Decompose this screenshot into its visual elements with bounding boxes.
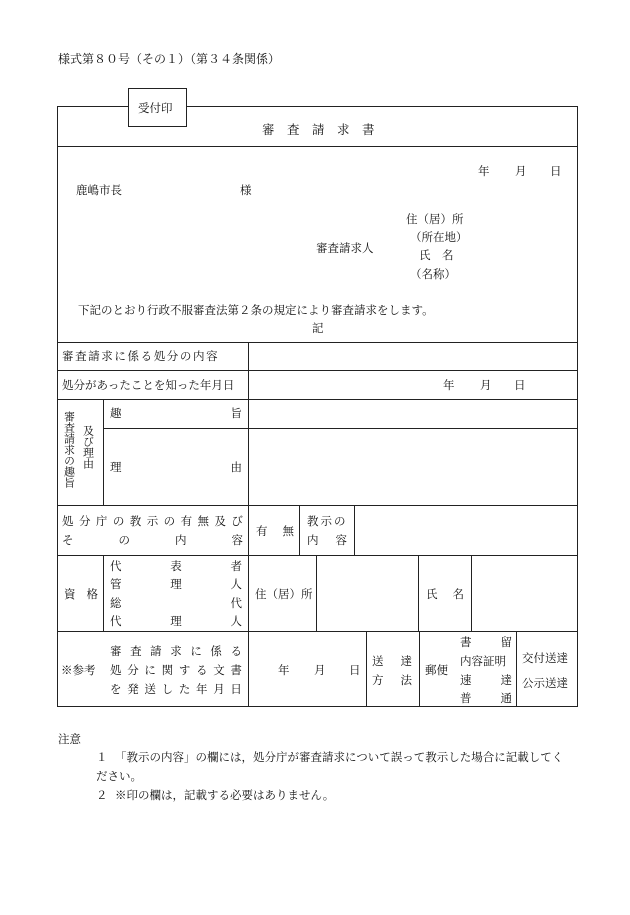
send-date-day: 日 (349, 663, 361, 677)
instruction-char: 及 (214, 514, 226, 528)
qual-char: 総 (110, 596, 122, 610)
requester-title: （名称） (410, 267, 456, 281)
send-date-char: 日 (230, 682, 242, 696)
receipt-stamp-label: 受付印 (138, 101, 173, 115)
qual-char: 管 (110, 577, 122, 591)
notes-heading: 注意 (58, 732, 81, 746)
postal-char: 通 (500, 691, 512, 705)
qual-char: 人 (230, 614, 242, 628)
send-date-char: 求 (170, 644, 182, 658)
name-char: 名 (452, 587, 464, 601)
instruction-char: の (163, 514, 176, 528)
send-date-char: 年 (196, 682, 208, 696)
postal-label: 郵便 (425, 663, 448, 677)
instruction-label-line1 (62, 513, 243, 529)
instruction-content-char: 内 (307, 533, 319, 547)
note-2-number: ２ (96, 788, 108, 802)
send-date-month: 月 (314, 663, 326, 677)
purpose-group-sublabel: 及び理由 (81, 425, 95, 469)
instruction-char: 無 (197, 514, 209, 528)
send-date-char: に (144, 663, 156, 677)
reason-char-2: 由 (230, 460, 242, 474)
postal-char: 留 (500, 635, 512, 649)
name-char: 氏 (426, 587, 438, 601)
instruction-char: 内 (175, 533, 187, 547)
delivery-method-label-1 (372, 653, 412, 669)
postal-char: 書 (460, 635, 472, 649)
postal-option-certified: 内容証明 (460, 654, 506, 668)
send-date-char: し (161, 682, 174, 696)
purpose-group-label: 審査請求の趣旨 (62, 411, 76, 488)
delivery-char: 達 (400, 654, 412, 668)
known-date-month: 月 (480, 378, 492, 392)
honorific: 様 (240, 183, 252, 197)
known-date-day: 日 (514, 378, 526, 392)
send-date-char: 審 (110, 644, 122, 658)
note-1-number: １ (96, 750, 108, 764)
purpose-label (110, 405, 242, 421)
addressee: 鹿嶋市長 (76, 183, 122, 197)
instruction-char: そ (62, 533, 74, 547)
postal-option-express (460, 672, 512, 688)
instruction-content-char: 容 (335, 533, 347, 547)
note-2-text: ※印の欄は，記載する必要はありません。 (115, 788, 335, 802)
send-date-char: に (190, 644, 202, 658)
instruction-char: の (112, 514, 125, 528)
qualification-option-agent (110, 613, 242, 629)
instruction-content-label-2 (307, 532, 347, 548)
instruction-char: び (231, 514, 243, 528)
instruction-char: 分 (78, 514, 91, 528)
send-date-char: 月 (213, 682, 225, 696)
send-date-char: 係 (210, 644, 222, 658)
qual-char: 代 (110, 614, 122, 628)
send-date-char: 送 (144, 682, 156, 696)
purpose-char-1: 趣 (110, 406, 122, 420)
note-1-text: 「教示の内容」の欄には，処分庁が審査請求について誤って教示した場合に記載してく (115, 750, 564, 764)
qualification-name-label (426, 586, 464, 602)
send-date-line2 (110, 662, 242, 678)
qual-char: 者 (230, 559, 242, 573)
header-date-day: 日 (550, 164, 562, 178)
send-date-char: る (230, 644, 242, 658)
send-date-char: 処 (110, 663, 122, 677)
header-date-month: 月 (515, 164, 527, 178)
requester-label: 審査請求人 (316, 241, 374, 255)
send-date-char: 関 (161, 663, 174, 677)
postal-char: 達 (500, 673, 512, 687)
instruction-char: 示 (146, 514, 159, 528)
instruction-char: の (118, 533, 130, 547)
delivery-by-notice: 公示送達 (522, 676, 568, 690)
send-date-char: を (110, 682, 122, 696)
delivery-method-label-2 (372, 672, 412, 688)
postal-char: 普 (460, 691, 472, 705)
qual-char: 表 (170, 559, 182, 573)
delivery-by-hand: 交付送達 (522, 651, 568, 665)
qualification-address-label: 住（居）所 (255, 587, 313, 601)
qualification-label (64, 586, 98, 602)
qual-char: 人 (230, 577, 242, 591)
purpose-char-2: 旨 (230, 406, 242, 420)
requester-address: 住（居）所 (406, 212, 464, 226)
reference-label: ※参考 (61, 663, 96, 677)
instruction-char: 処 (62, 514, 74, 528)
instruction-content-label: 教示の (307, 514, 348, 528)
send-date-char: 文 (213, 663, 225, 677)
send-date-year: 年 (278, 663, 290, 677)
form-title: 審 査 請 求 書 (262, 122, 375, 137)
send-date-line3 (110, 681, 242, 697)
instruction-char: 容 (231, 533, 243, 547)
send-date-char: 書 (230, 663, 242, 677)
postal-option-ordinary (460, 690, 512, 706)
qualification-option-manager (110, 576, 242, 592)
ki-mark: 記 (312, 321, 324, 335)
qualification-char: 格 (86, 587, 98, 601)
qual-char: 代 (230, 596, 242, 610)
instruction-label-line2 (62, 532, 243, 548)
requester-location: （所在地） (410, 230, 468, 244)
send-date-line1 (110, 643, 242, 659)
instruction-char: 庁 (95, 514, 108, 528)
send-date-char: 請 (150, 644, 162, 658)
header-date-year: 年 (478, 164, 490, 178)
known-date-label: 処分があったことを知った年月日 (62, 378, 235, 392)
qual-char: 理 (170, 614, 182, 628)
requester-name: 氏 名 (419, 248, 454, 262)
qualification-option-general-rep (110, 595, 242, 611)
presence-label (256, 523, 294, 539)
presence-yes: 有 (256, 524, 268, 538)
send-date-char: る (196, 663, 208, 677)
postal-option-registered (460, 634, 512, 650)
reason-label (110, 459, 242, 475)
send-date-char: 分 (127, 663, 139, 677)
delivery-char: 送 (372, 654, 384, 668)
delivery-char: 方 (372, 673, 384, 687)
instruction-char: 教 (129, 514, 142, 528)
note-1-text-cont: ださい。 (96, 769, 142, 783)
send-date-char: た (178, 682, 191, 696)
body-text: 下記のとおり行政不服審査法第２条の規定により審査請求をします。 (78, 303, 434, 317)
instruction-char: 有 (180, 514, 193, 528)
send-date-char: 査 (130, 644, 142, 658)
known-date-year: 年 (443, 378, 455, 392)
send-date-char: 発 (127, 682, 139, 696)
disposition-content-label: 審査請求に係る処分の内容 (62, 349, 220, 363)
qual-char: 理 (170, 577, 182, 591)
presence-no: 無 (282, 524, 294, 538)
qualification-option-representative (110, 558, 242, 574)
reason-char-1: 理 (110, 460, 122, 474)
send-date-char: す (178, 663, 191, 677)
postal-char: 速 (460, 673, 472, 687)
form-number: 様式第８０号（その１）（第３４条関係） (58, 52, 281, 66)
qualification-char: 資 (64, 587, 76, 601)
delivery-char: 法 (400, 673, 412, 687)
qual-char: 代 (110, 559, 122, 573)
